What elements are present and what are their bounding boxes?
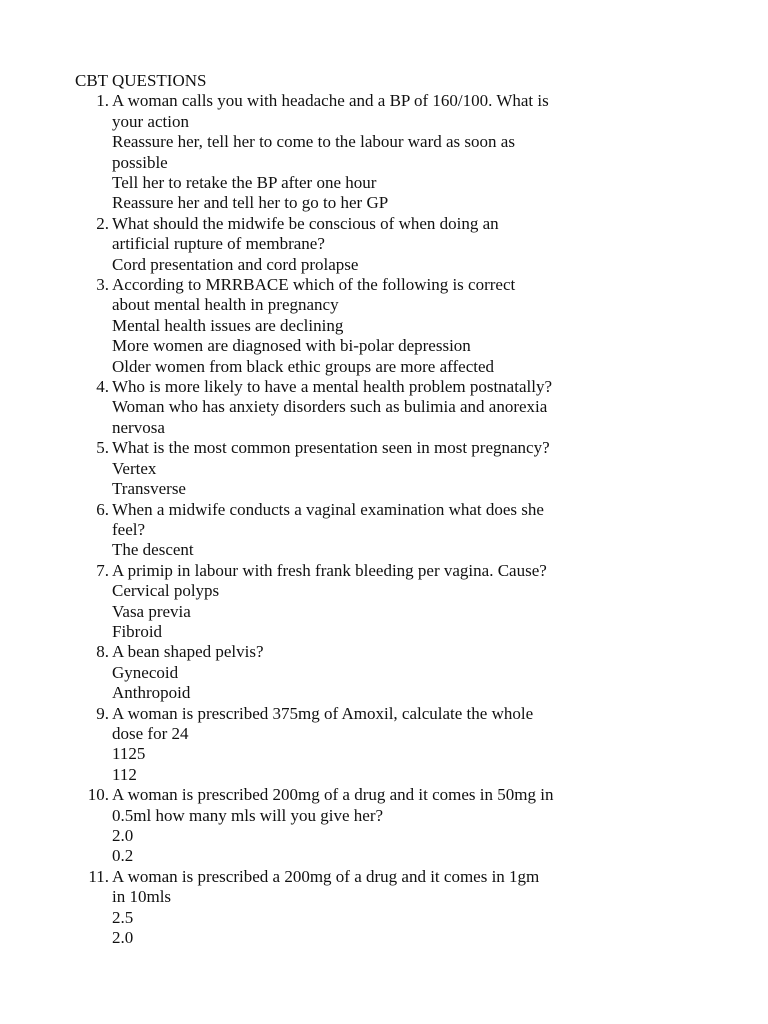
question-text: A woman is prescribed 375mg of Amoxil, calculate the whole dose for 24 bbox=[112, 703, 534, 743]
answer-option: Older women from black ethic groups are more affected bbox=[112, 356, 495, 376]
answer-option: More women are diagnosed with bi-polar depression bbox=[112, 336, 471, 356]
answer-option: Transverse bbox=[112, 479, 186, 499]
question-item-8 bbox=[75, 642, 555, 703]
question-item-2 bbox=[75, 214, 555, 275]
question-number: 11. bbox=[88, 866, 109, 886]
answer-option: 0.2 bbox=[112, 846, 134, 866]
question-number: 4. bbox=[96, 377, 109, 397]
answer-option: Vertex bbox=[112, 458, 157, 478]
question-text: According to MRRBACE which of the following is correct about mental health in pregnancy bbox=[112, 275, 516, 315]
answer-option: Fibroid bbox=[112, 621, 163, 641]
answer-option: Cervical polyps bbox=[112, 581, 220, 601]
question-text: A woman is prescribed 200mg of a drug and it comes in 50mg in 0.5ml how many mls will you give her? bbox=[112, 785, 554, 825]
question-number: 6. bbox=[96, 499, 109, 519]
question-text: A woman is prescribed a 200mg of a drug and it comes in 1gm in 10mls bbox=[112, 866, 540, 907]
answer-option: 112 bbox=[112, 764, 137, 784]
question-item-6 bbox=[75, 500, 555, 561]
answer-option: Gynecoid bbox=[112, 662, 179, 682]
answer-option: 2.0 bbox=[112, 826, 134, 846]
answer-option: Reassure her, tell her to come to the labour ward as soon as possible bbox=[112, 132, 515, 172]
answer-option: Tell her to retake the BP after one hour bbox=[112, 173, 377, 193]
answer-option: Anthropoid bbox=[112, 683, 191, 703]
document-title: CBT QUESTIONS bbox=[75, 71, 207, 90]
answer-option: 2.0 bbox=[112, 928, 134, 948]
answer-option: Vasa previa bbox=[112, 601, 191, 621]
question-text: What is the most common presentation seen in most pregnancy? bbox=[112, 438, 550, 458]
answer-option: The descent bbox=[112, 540, 194, 560]
question-number: 2. bbox=[96, 213, 109, 233]
answer-option: Reassure her and tell her to go to her GP bbox=[112, 193, 389, 213]
question-text: A primip in labour with fresh frank bleeding per vagina. Cause? bbox=[112, 560, 547, 580]
question-text: Who is more likely to have a mental health problem postnatally? bbox=[112, 377, 552, 397]
question-text: When a midwife conducts a vaginal examination what does she feel? bbox=[112, 499, 544, 539]
question-item-11 bbox=[75, 867, 555, 949]
question-item-10 bbox=[75, 785, 555, 867]
question-number: 3. bbox=[96, 275, 109, 295]
question-number: 8. bbox=[96, 642, 109, 662]
question-item-7 bbox=[75, 561, 555, 643]
question-item-5 bbox=[75, 438, 555, 499]
question-item-9 bbox=[75, 704, 555, 786]
answer-option: Cord presentation and cord prolapse bbox=[112, 254, 359, 274]
answer-option: 1125 bbox=[112, 744, 146, 764]
question-number: 1. bbox=[96, 91, 109, 111]
question-text: What should the midwife be conscious of when doing an artificial rupture of membrane? bbox=[112, 213, 499, 254]
question-text: A woman calls you with headache and a BP of 160/100. What is your action bbox=[112, 91, 549, 131]
question-number: 5. bbox=[96, 438, 109, 458]
question-item-4 bbox=[75, 377, 555, 438]
question-number: 9. bbox=[96, 703, 109, 723]
question-item-1 bbox=[75, 91, 555, 213]
question-item-3 bbox=[75, 275, 555, 377]
question-text: A bean shaped pelvis? bbox=[112, 642, 264, 662]
question-number: 7. bbox=[96, 560, 109, 580]
answer-option: Mental health issues are declining bbox=[112, 315, 344, 335]
question-list bbox=[75, 91, 555, 948]
answer-option: Woman who has anxiety disorders such as bulimia and anorexia nervosa bbox=[112, 397, 548, 437]
answer-option: 2.5 bbox=[112, 907, 134, 927]
question-number: 10. bbox=[87, 785, 109, 805]
